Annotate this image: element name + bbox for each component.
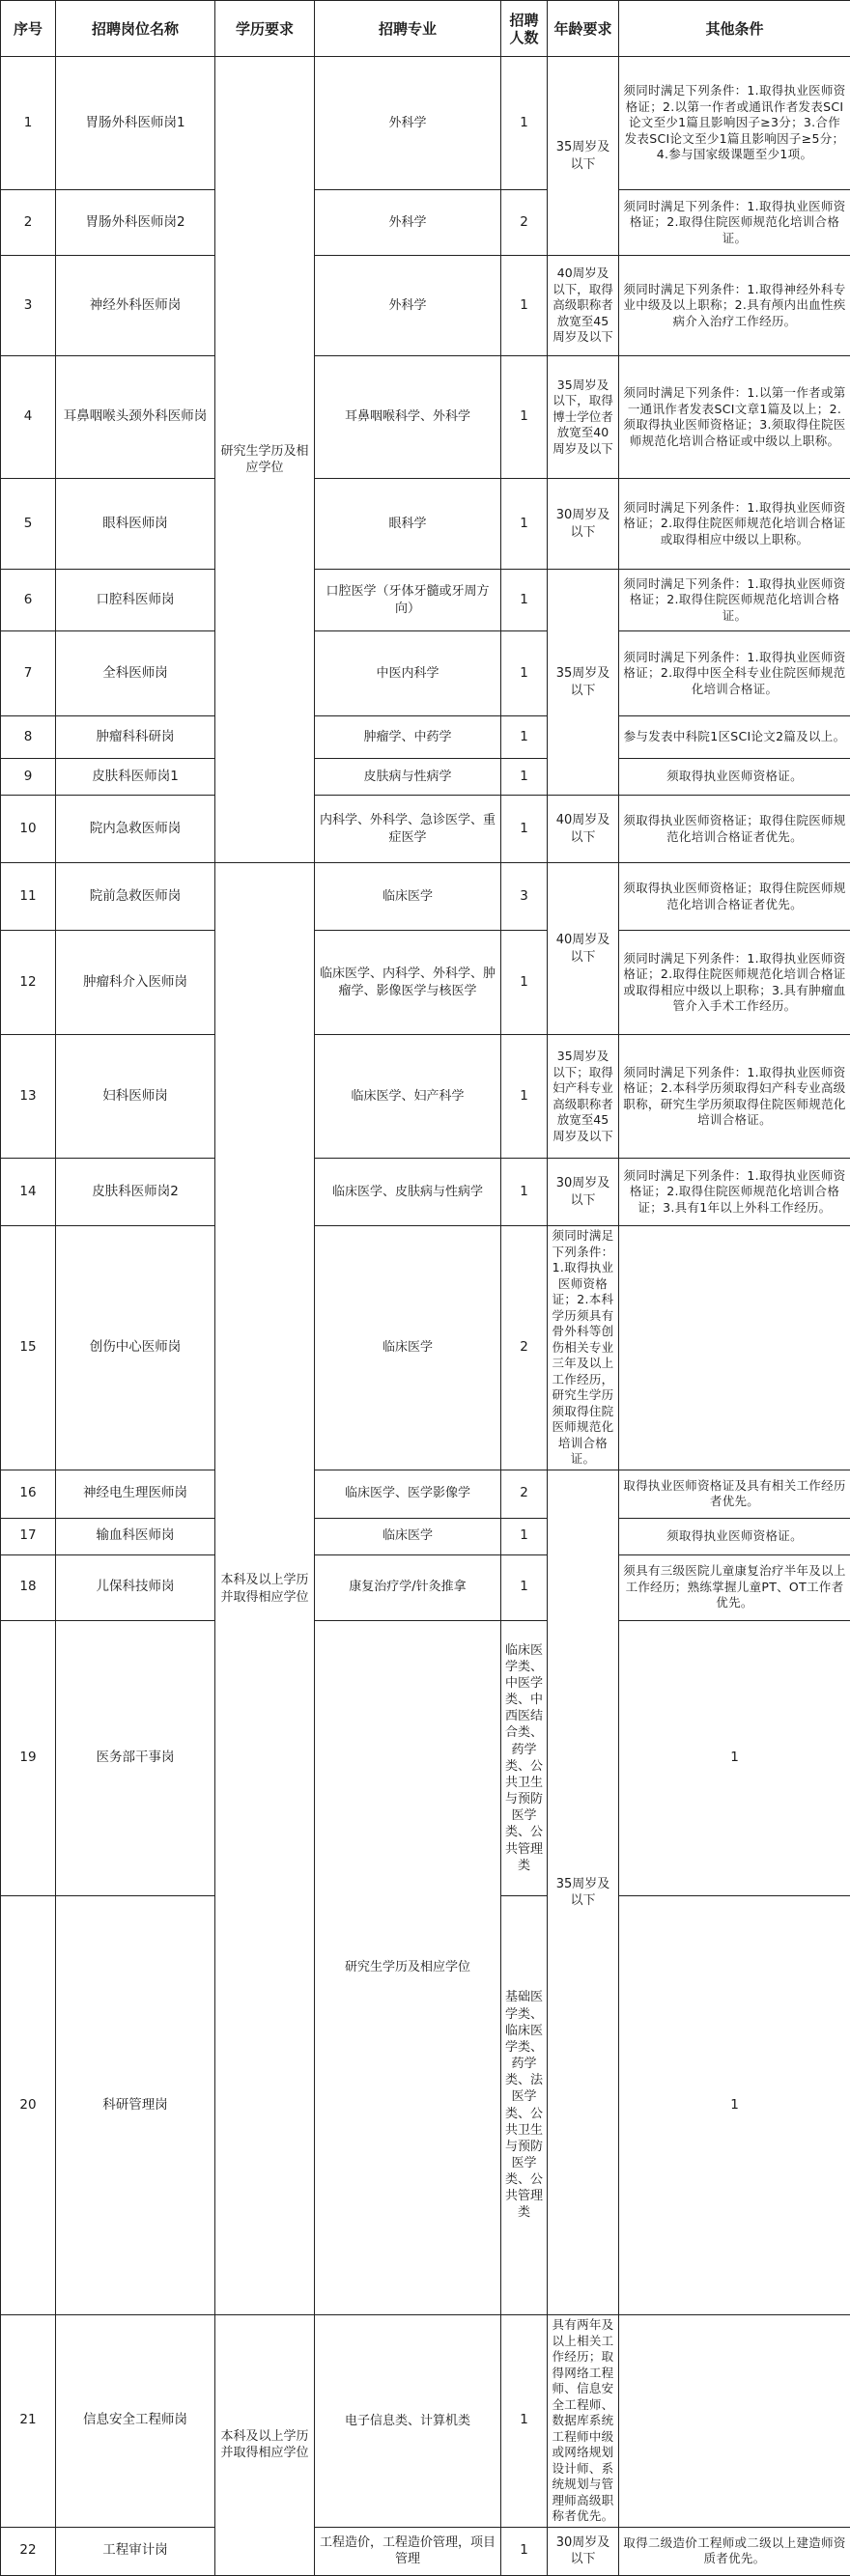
row-major: 外科学	[315, 256, 501, 356]
row-seq: 18	[1, 1554, 56, 1620]
row-position: 眼科医师岗	[56, 479, 215, 570]
row-position: 儿保科技师岗	[56, 1554, 215, 1620]
row-seq: 9	[1, 759, 56, 796]
row-position: 创伤中心医师岗	[56, 1226, 215, 1470]
row-major: 工程造价，工程造价管理，项目管理	[315, 2527, 501, 2575]
education-cell: 研究生学历及相应学位	[215, 57, 315, 863]
row-position: 妇科医师岗	[56, 1035, 215, 1159]
header-age: 年龄要求	[548, 1, 619, 57]
row-conditions: 须同时满足下列条件：1.取得执业医师资格证；2.取得住院医师规范化培训合格证。	[619, 570, 850, 631]
row-position: 皮肤科医师岗2	[56, 1159, 215, 1226]
row-conditions: 须同时满足下列条件：1.取得执业医师资格证；2.本科学历须具有骨外科等创伤相关专业三年及以上工作经历，研究生学历须取得住院医师规范化培训合格证。	[548, 1226, 619, 1470]
row-count: 2	[501, 1226, 548, 1470]
table-row	[1, 1620, 850, 1896]
row-count: 1	[501, 57, 548, 190]
row-major: 临床医学	[315, 1226, 501, 1470]
row-seq: 7	[1, 631, 56, 716]
row-count: 2	[501, 190, 548, 256]
row-conditions: 须具有三级医院儿童康复治疗半年及以上工作经历；熟练掌握儿童PT、OT工作者优先。	[619, 1554, 850, 1620]
row-major: 临床医学	[315, 863, 501, 931]
table-row	[1, 931, 850, 1035]
row-count: 1	[501, 570, 548, 631]
row-major: 口腔医学（牙体牙髓或牙周方向）	[315, 570, 501, 631]
row-major: 临床医学、皮肤病与性病学	[315, 1159, 501, 1226]
row-seq: 5	[1, 479, 56, 570]
row-seq: 10	[1, 796, 56, 863]
row-count: 1	[501, 1159, 548, 1226]
row-count: 1	[501, 796, 548, 863]
row-conditions: 具有两年及以上相关工作经历；取得网络工程师、信息安全工程师、数据库系统工程师中级或网络规划设计师、系统规划与管理师高级职称者优先。	[548, 2315, 619, 2528]
header-education: 学历要求	[215, 1, 315, 57]
row-conditions: 须同时满足下列条件：1.取得执业医师资格证；2.取得住院医师规范化培训合格证或取得相应中级以上职称。	[619, 479, 850, 570]
table-row	[1, 1226, 850, 1470]
row-major: 耳鼻咽喉科学、外科学	[315, 356, 501, 479]
row-count: 3	[501, 863, 548, 931]
table-row	[1, 1554, 850, 1620]
row-position: 科研管理岗	[56, 1896, 215, 2315]
row-conditions: 取得二级造价工程师或二级以上建造师资质者优先。	[619, 2527, 850, 2575]
row-position: 耳鼻咽喉头颈外科医师岗	[56, 356, 215, 479]
row-position: 肿瘤科科研岗	[56, 716, 215, 759]
row-conditions: 须同时满足下列条件：1.取得神经外科专业中级及以上职称；2.具有颅内出血性疾病介入治疗工作经历。	[619, 256, 850, 356]
table-row	[1, 759, 850, 796]
row-count: 1	[501, 356, 548, 479]
row-conditions: 取得执业医师资格证及具有相关工作经历者优先。	[619, 1470, 850, 1518]
table-row	[1, 631, 850, 716]
row-position: 胃肠外科医师岗1	[56, 57, 215, 190]
row-conditions: 须同时满足下列条件：1.取得执业医师资格证；2.取得住院医师规范化培训合格证或取得相应中级以上职称；3.具有肿瘤血管介入手术工作经历。	[619, 931, 850, 1035]
row-seq: 13	[1, 1035, 56, 1159]
row-major: 电子信息类、计算机类	[315, 2315, 501, 2528]
row-count: 1	[501, 256, 548, 356]
row-conditions: 须取得执业医师资格证。	[619, 1518, 850, 1554]
row-count: 1	[501, 1518, 548, 1554]
row-conditions: 参与发表中科院1区SCI论文2篇及以上。	[619, 716, 850, 759]
row-position: 胃肠外科医师岗2	[56, 190, 215, 256]
header-major: 招聘专业	[315, 1, 501, 57]
row-count: 1	[619, 1896, 850, 2315]
row-position: 医务部干事岗	[56, 1620, 215, 1896]
table-row	[1, 190, 850, 256]
table-row	[1, 796, 850, 863]
table-row	[1, 2315, 850, 2528]
education-cell: 本科及以上学历并取得相应学位	[215, 863, 315, 2315]
row-count: 1	[619, 1620, 850, 1896]
row-seq: 2	[1, 190, 56, 256]
row-seq: 15	[1, 1226, 56, 1470]
table-row	[1, 863, 850, 931]
row-count: 2	[501, 1470, 548, 1518]
row-seq: 1	[1, 57, 56, 190]
row-major: 临床医学	[315, 1518, 501, 1554]
row-conditions: 须同时满足下列条件：1.以第一作者或第一通讯作者发表SCI文章1篇及以上；2.须取得执业医师资格证；3.须取得住院医师规范化培训合格证或中级以上职称。	[619, 356, 850, 479]
table-header-row	[1, 1, 850, 57]
row-conditions: 须同时满足下列条件：1.取得执业医师资格证；2.取得中医全科专业住院医师规范化培训合格证。	[619, 631, 850, 716]
table-row	[1, 57, 850, 190]
row-conditions: 须取得执业医师资格证。	[619, 759, 850, 796]
row-count: 1	[501, 759, 548, 796]
age-cell: 30周岁及以下	[548, 1159, 619, 1226]
age-cell: 40周岁及以下	[548, 796, 619, 863]
row-count: 1	[501, 2315, 548, 2528]
table-row	[1, 716, 850, 759]
age-cell: 35周岁及以下	[548, 1470, 619, 2315]
header-count: 招聘人数	[501, 1, 548, 57]
row-major: 外科学	[315, 57, 501, 190]
age-cell: 35周岁及以下，取得博士学位者放宽至40周岁及以下	[548, 356, 619, 479]
row-seq: 22	[1, 2527, 56, 2575]
row-seq: 12	[1, 931, 56, 1035]
age-cell: 40周岁及以下	[548, 863, 619, 1035]
row-conditions: 须同时满足下列条件：1.取得执业医师资格证；2.本科学历须取得妇产科专业高级职称，研究生学历须取得住院医师规范化培训合格证。	[619, 1035, 850, 1159]
row-major: 基础医学类、临床医学类、药学类、法医学类、公共卫生与预防医学类、公共管理类	[501, 1896, 548, 2315]
header-position: 招聘岗位名称	[56, 1, 215, 57]
age-cell: 30周岁及以下	[548, 2527, 619, 2575]
row-seq: 19	[1, 1620, 56, 1896]
row-major: 康复治疗学/针灸推拿	[315, 1554, 501, 1620]
row-count: 1	[501, 1035, 548, 1159]
table-row	[1, 356, 850, 479]
row-seq: 14	[1, 1159, 56, 1226]
header-seq: 序号	[1, 1, 56, 57]
row-position: 院前急救医师岗	[56, 863, 215, 931]
row-position: 皮肤科医师岗1	[56, 759, 215, 796]
row-position: 工程审计岗	[56, 2527, 215, 2575]
table-row	[1, 1035, 850, 1159]
row-count: 1	[501, 1554, 548, 1620]
row-major: 眼科学	[315, 479, 501, 570]
row-major: 内科学、外科学、急诊医学、重症医学	[315, 796, 501, 863]
age-cell: 40周岁及以下，取得高级职称者放宽至45周岁及以下	[548, 256, 619, 356]
table-row	[1, 1159, 850, 1226]
age-cell: 35周岁及以下	[548, 570, 619, 796]
table-row	[1, 2527, 850, 2575]
row-position: 信息安全工程师岗	[56, 2315, 215, 2528]
row-position: 输血科医师岗	[56, 1518, 215, 1554]
age-cell: 35周岁及以下	[548, 57, 619, 256]
table-row	[1, 479, 850, 570]
age-cell: 30周岁及以下	[548, 479, 619, 570]
row-seq: 16	[1, 1470, 56, 1518]
row-seq: 17	[1, 1518, 56, 1554]
row-seq: 6	[1, 570, 56, 631]
row-major: 外科学	[315, 190, 501, 256]
row-major: 中医内科学	[315, 631, 501, 716]
header-conditions: 其他条件	[619, 1, 850, 57]
row-count: 1	[501, 931, 548, 1035]
row-major: 临床医学类、中医学类、中西医结合类、药学类、公共卫生与预防医学类、公共管理类	[501, 1620, 548, 1896]
table-row	[1, 570, 850, 631]
row-conditions: 须同时满足下列条件：1.取得执业医师资格证；2.取得住院医师规范化培训合格证。	[619, 190, 850, 256]
row-seq: 4	[1, 356, 56, 479]
row-major: 临床医学、医学影像学	[315, 1470, 501, 1518]
row-major: 临床医学、妇产科学	[315, 1035, 501, 1159]
table-row	[1, 1518, 850, 1554]
row-count: 1	[501, 716, 548, 759]
row-position: 肿瘤科介入医师岗	[56, 931, 215, 1035]
row-seq: 20	[1, 1896, 56, 2315]
row-major: 临床医学、内科学、外科学、肿瘤学、影像医学与核医学	[315, 931, 501, 1035]
table-row	[1, 1470, 850, 1518]
table-row	[1, 256, 850, 356]
row-conditions: 须取得执业医师资格证；取得住院医师规范化培训合格证者优先。	[619, 796, 850, 863]
row-position: 口腔科医师岗	[56, 570, 215, 631]
row-position: 全科医师岗	[56, 631, 215, 716]
row-seq: 11	[1, 863, 56, 931]
row-count: 1	[501, 631, 548, 716]
row-position: 院内急救医师岗	[56, 796, 215, 863]
row-seq: 8	[1, 716, 56, 759]
age-cell: 35周岁及以下；取得妇产科专业高级职称者放宽至45周岁及以下	[548, 1035, 619, 1159]
row-seq: 3	[1, 256, 56, 356]
row-conditions: 须取得执业医师资格证；取得住院医师规范化培训合格证者优先。	[619, 863, 850, 931]
row-major: 肿瘤学、中药学	[315, 716, 501, 759]
row-conditions: 须同时满足下列条件：1.取得执业医师资格证；2.取得住院医师规范化培训合格证；3.具有1年以上外科工作经历。	[619, 1159, 850, 1226]
row-position: 神经电生理医师岗	[56, 1470, 215, 1518]
row-count: 1	[501, 479, 548, 570]
row-position: 神经外科医师岗	[56, 256, 215, 356]
row-major: 皮肤病与性病学	[315, 759, 501, 796]
education-cell: 本科及以上学历并取得相应学位	[215, 2315, 315, 2576]
row-seq: 21	[1, 2315, 56, 2528]
education-cell: 研究生学历及相应学位	[315, 1620, 501, 2315]
row-count: 1	[501, 2527, 548, 2575]
row-conditions: 须同时满足下列条件：1.取得执业医师资格证；2.以第一作者或通讯作者发表SCI论文至少1篇且影响因子≥3分；3.合作发表SCI论文至少1篇且影响因子≥5分；4.参与国家级课题至少1项。	[619, 57, 850, 190]
